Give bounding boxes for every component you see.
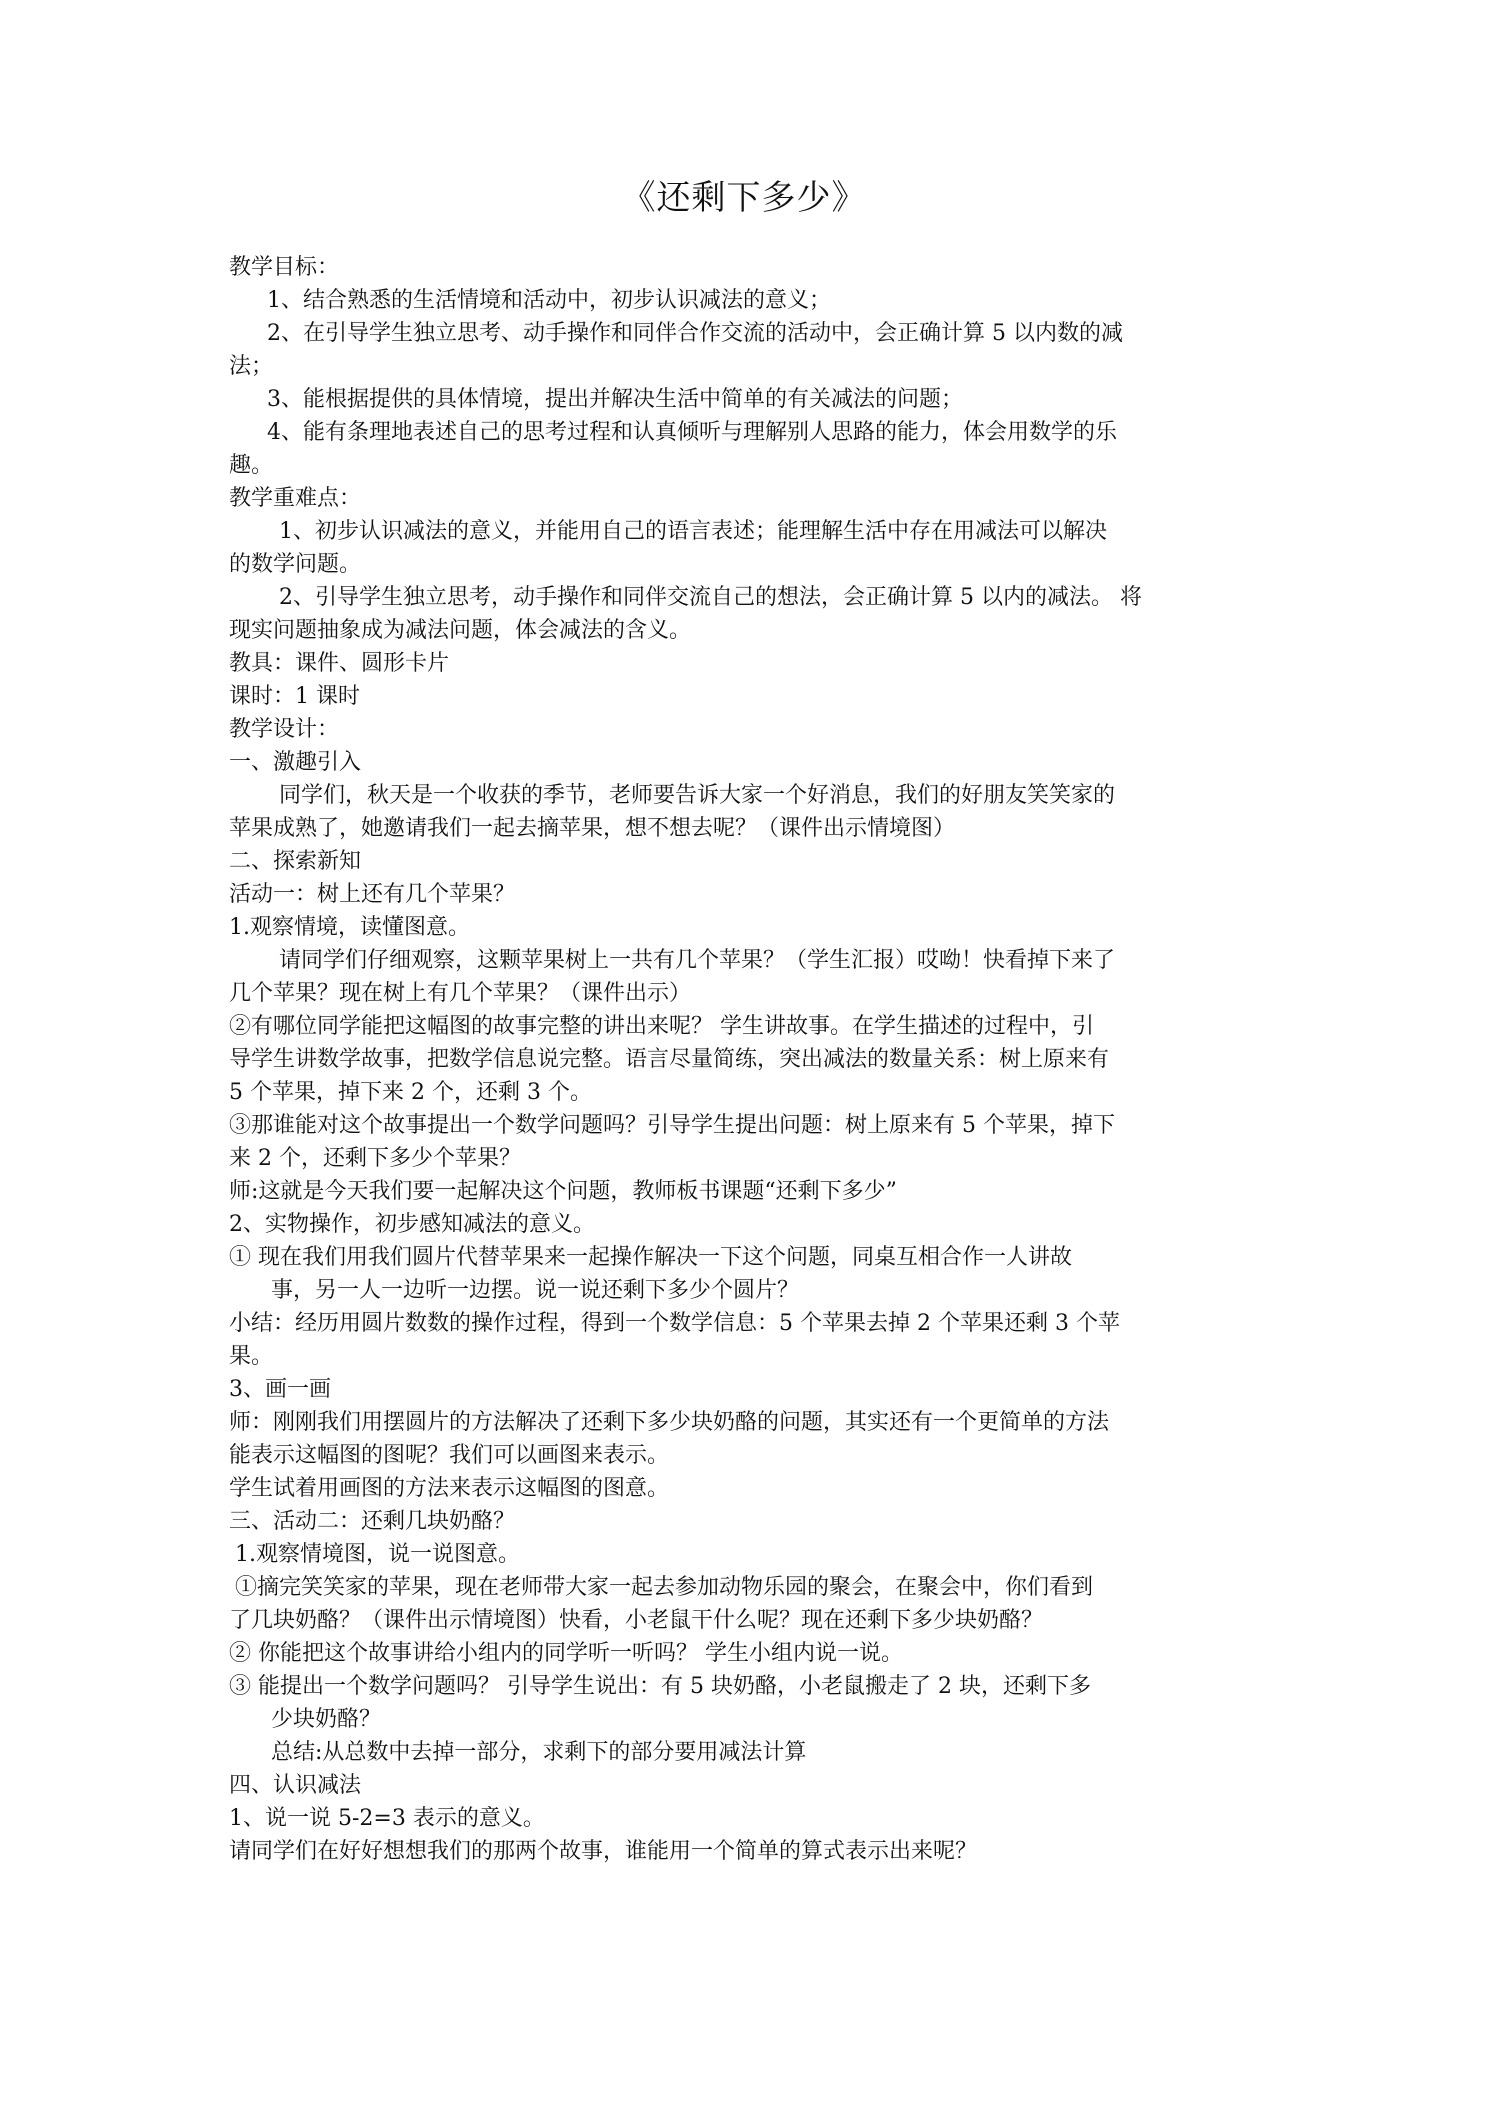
- text-line: 少块奶酪？: [271, 1707, 382, 1732]
- text-line: ② 你能把这个故事讲给小组内的同学听一听吗？ 学生小组内说一说。: [229, 1641, 903, 1666]
- text-line: 学生试着用画图的方法来表示这幅图的图意。: [229, 1476, 670, 1501]
- text-line: 三、活动二：还剩几块奶酪？: [229, 1509, 516, 1534]
- text-line: 教学目标：: [229, 255, 340, 280]
- text-line: 四、认识减法: [229, 1773, 362, 1798]
- text-line: 能表示这幅图的图呢？我们可以画图来表示。: [229, 1443, 670, 1468]
- text-line: 果。: [229, 1344, 274, 1369]
- text-line: 几个苹果？现在树上有几个苹果？（课件出示）: [229, 981, 692, 1006]
- text-line: 5 个苹果，掉下来 2 个，还剩 3 个。: [229, 1080, 592, 1105]
- text-line: 来 2 个，还剩下多少个苹果？: [229, 1146, 521, 1171]
- text-line: ③那谁能对这个故事提出一个数学问题吗？引导学生提出问题：树上原来有 5 个苹果，掉下: [229, 1113, 1115, 1138]
- text-line: 苹果成熟了，她邀请我们一起去摘苹果，想不想去呢？（课件出示情境图）: [229, 816, 956, 841]
- text-line: 2、实物操作，初步感知减法的意义。: [229, 1212, 595, 1237]
- text-line: 1、说一说 5-2=3 表示的意义。: [229, 1806, 545, 1831]
- text-line: 一、激趣引入: [229, 750, 362, 775]
- text-line: 请同学们在好好想想我们的那两个故事，谁能用一个简单的算式表示出来呢？: [229, 1839, 978, 1864]
- text-line: 导学生讲数学故事，把数学信息说完整。语言尽量简练，突出减法的数量关系：树上原来有: [229, 1047, 1110, 1072]
- text-line: 现实问题抽象成为减法问题，体会减法的含义。: [229, 618, 692, 643]
- text-line: 小结：经历用圆片数数的操作过程，得到一个数学信息：5 个苹果去掉 2 个苹果还剩 3 个苹: [229, 1311, 1120, 1336]
- text-line: 事，另一人一边听一边摆。说一说还剩下多少个圆片？: [271, 1278, 800, 1303]
- text-line: 1、初步认识减法的意义，并能用自己的语言表述；能理解生活中存在用减法可以解决: [279, 519, 1107, 544]
- text-line: ②有哪位同学能把这幅图的故事完整的讲出来呢？ 学生讲故事。在学生描述的过程中，引: [229, 1014, 1094, 1039]
- text-line: 的数学问题。: [229, 552, 362, 577]
- text-line: 教学设计：: [229, 717, 340, 742]
- text-line: 课时：1 课时: [229, 684, 360, 709]
- text-line: 同学们，秋天是一个收获的季节，老师要告诉大家一个好消息，我们的好朋友笑笑家的: [279, 783, 1116, 808]
- text-line: ① 现在我们用我们圆片代替苹果来一起操作解决一下这个问题，同桌互相合作一人讲故: [229, 1245, 1072, 1270]
- text-line: 3、画一画: [229, 1377, 331, 1402]
- text-line: 师：刚刚我们用摆圆片的方法解决了还剩下多少块奶酪的问题，其实还有一个更简单的方法: [229, 1410, 1110, 1435]
- text-line: ①摘完笑笑家的苹果，现在老师带大家一起去参加动物乐园的聚会，在聚会中，你们看到: [235, 1575, 1094, 1600]
- text-line: 1、结合熟悉的生活情境和活动中，初步认识减法的意义；: [267, 288, 831, 313]
- text-line: 二、探索新知: [229, 849, 362, 874]
- text-line: 教学重难点：: [229, 486, 362, 511]
- document-title: 《还剩下多少》: [621, 178, 867, 218]
- text-line: 趣。: [229, 453, 274, 478]
- text-line: 3、能根据提供的具体情境，提出并解决生活中简单的有关减法的问题；: [267, 387, 963, 412]
- text-line: 总结:从总数中去掉一部分，求剩下的部分要用减法计算: [271, 1740, 807, 1765]
- text-line: 了几块奶酪？（课件出示情境图）快看，小老鼠干什么呢？现在还剩下多少块奶酪？: [229, 1608, 1044, 1633]
- text-line: 请同学们仔细观察，这颗苹果树上一共有几个苹果？（学生汇报）哎呦！快看掉下来了: [279, 948, 1116, 973]
- text-line: 1.观察情境，读懂图意。: [229, 915, 470, 940]
- text-line: 活动一：树上还有几个苹果？: [229, 882, 516, 907]
- text-line: 1.观察情境图，说一说图意。: [235, 1542, 520, 1567]
- text-line: 4、能有条理地表述自己的思考过程和认真倾听与理解别人思路的能力，体会用数学的乐: [267, 420, 1117, 445]
- text-line: 2、在引导学生独立思考、动手操作和同伴合作交流的活动中，会正确计算 5 以内数的减: [267, 321, 1123, 346]
- text-line: 师:这就是今天我们要一起解决这个问题，教师板书课题“还剩下多少”: [229, 1179, 897, 1204]
- text-line: ③ 能提出一个数学问题吗？ 引导学生说出：有 5 块奶酪，小老鼠搬走了 2 块，还剩下多: [229, 1674, 1091, 1699]
- text-line: 2、引导学生独立思考，动手操作和同伴交流自己的想法，会正确计算 5 以内的减法。 将: [279, 585, 1142, 610]
- text-line: 教具：课件、圆形卡片: [229, 651, 450, 676]
- text-line: 法；: [229, 354, 274, 379]
